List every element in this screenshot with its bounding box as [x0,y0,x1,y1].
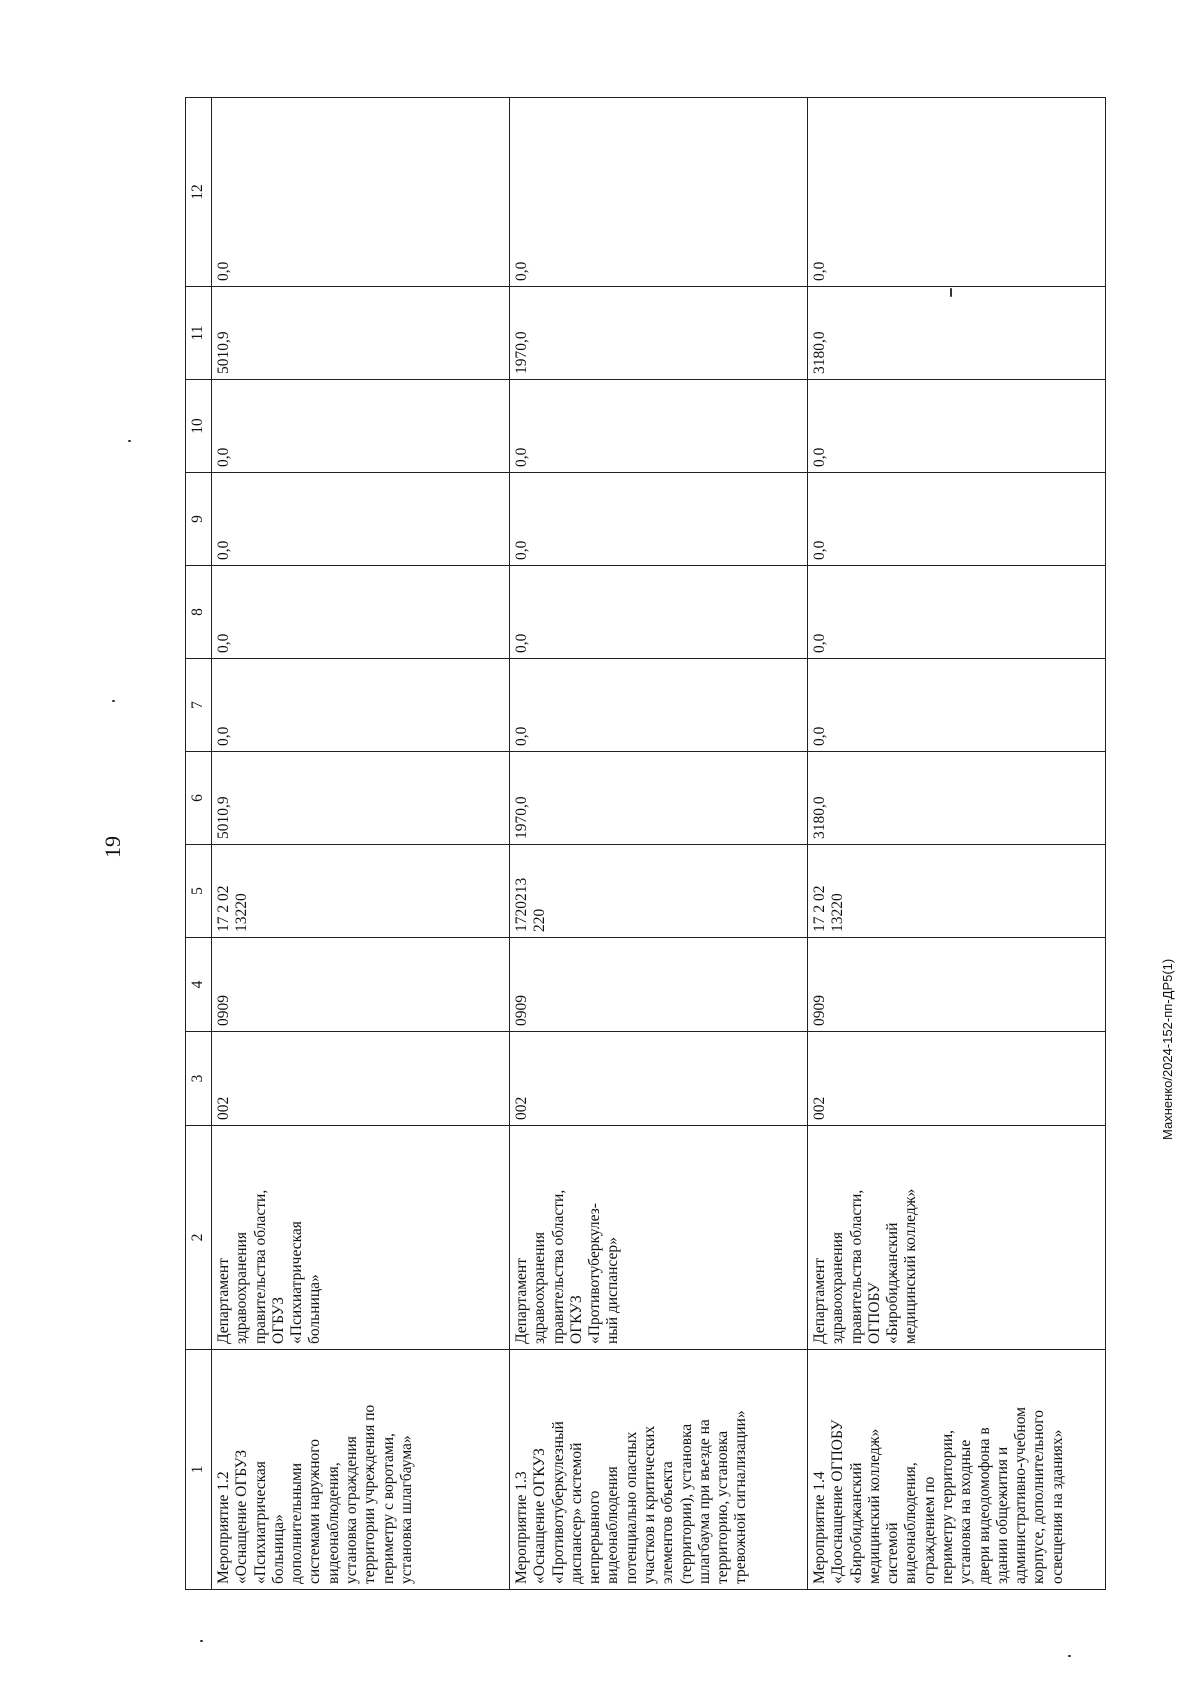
table-cell: 1970,0 [510,752,808,845]
scan-speck [128,440,131,442]
table-cell: 0,0 [808,380,1106,473]
measure-description: Мероприятие 1.4 «Дооснащение ОГПОБУ «Биробиджанский медицинский колледж» системой видеонаблюдения, ограждением по периметру территории, установка на входные двери видеодомофона в здании общежития и административно-учебном корпусе, дополнительного освещения на зданиях» [808,1350,1106,1590]
table-cell: 0,0 [212,659,510,752]
table-cell: 002 [510,1032,808,1126]
table-cell: 0,0 [510,98,808,287]
table-cell: 5010,9 [212,752,510,845]
column-number: 1 [186,1350,212,1590]
footer-document-code: Махненко/2024-152-пп-ДР5(1) [1160,958,1175,1140]
table-row [212,98,510,1590]
table-cell: 0,0 [212,473,510,566]
scan-speck [112,700,115,702]
scan-speck [950,288,952,297]
column-number-row [186,98,212,1590]
table-cell: 0,0 [212,566,510,659]
table-cell: 0,0 [212,380,510,473]
table-cell: 3180,0 [808,752,1106,845]
column-number: 4 [186,938,212,1032]
column-number: 9 [186,473,212,566]
table-cell: 0,0 [212,98,510,287]
executor-cell: Департамент здравоохранения правительства области, ОГПОБУ «Биробиджанский медицинский колледж» [808,1126,1106,1350]
table-row [510,98,808,1590]
table-cell: 17 2 02 13220 [808,845,1106,938]
measure-description: Мероприятие 1.2 «Оснащение ОГБУЗ «Психиатрическая больница» дополнительными системами наружного видеонаблюдения, установка ограждения территории учреждения по периметру с воротами, установка шлагбаума» [212,1350,510,1590]
table-cell: 0,0 [808,473,1106,566]
table-cell: 17 2 02 13220 [212,845,510,938]
table-cell: 0909 [510,938,808,1032]
column-number: 6 [186,752,212,845]
table-cell: 1970,0 [510,287,808,380]
table-row [808,98,1106,1590]
table-cell: 0,0 [510,566,808,659]
column-number: 5 [186,845,212,938]
page-number: 19 [100,836,125,858]
column-number: 2 [186,1126,212,1350]
scan-speck [200,1640,203,1642]
table-cell: 002 [808,1032,1106,1126]
column-number: 3 [186,1032,212,1126]
column-number: 7 [186,659,212,752]
executor-cell: Департамент здравоохранения правительства области, ОГБУЗ «Психиатрическая больница» [212,1126,510,1350]
table-cell: 1720213 220 [510,845,808,938]
column-number: 8 [186,566,212,659]
measure-description: Мероприятие 1.3 «Оснащение ОГКУЗ «Противотуберкулезный диспансер» системой непрерывного видеонаблюдения потенциально опасных участков и критических элементов объекта (территории), установка шлагбаума при въезде на территорию, установка тревожной сигнализации» [510,1350,808,1590]
rotated-table-container [185,98,1105,1590]
column-number: 11 [186,287,212,380]
table-cell: 0,0 [510,380,808,473]
table-cell: 0909 [212,938,510,1032]
table-cell: 002 [212,1032,510,1126]
table-cell: 0,0 [808,566,1106,659]
column-number: 10 [186,380,212,473]
executor-cell: Департамент здравоохранения правительства области, ОГКУЗ «Противотуберкулез- ный диспансер» [510,1126,808,1350]
scan-speck [1068,1655,1071,1657]
budget-measures-table [185,97,1106,1590]
table-cell: 3180,0 [808,287,1106,380]
table-cell: 0,0 [510,473,808,566]
table-cell: 0,0 [808,98,1106,287]
table-cell: 0,0 [510,659,808,752]
table-cell: 0909 [808,938,1106,1032]
column-number: 12 [186,98,212,287]
table-cell: 5010,9 [212,287,510,380]
table-cell: 0,0 [808,659,1106,752]
